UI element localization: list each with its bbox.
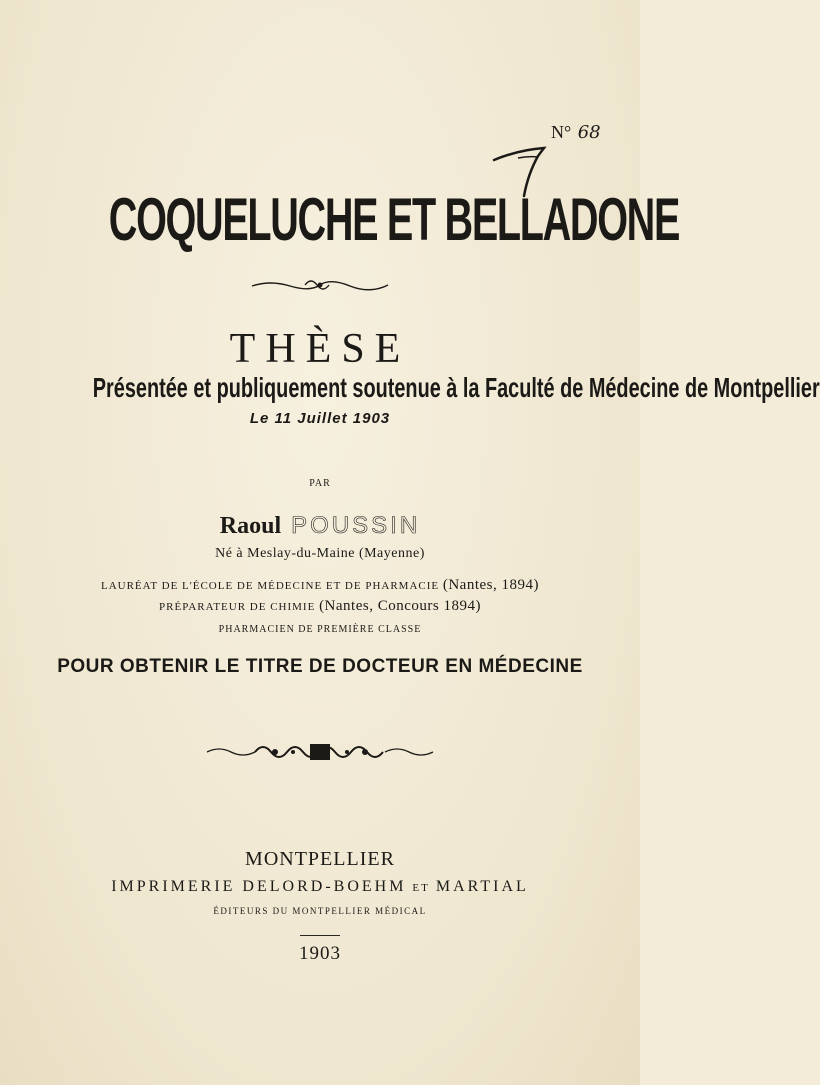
printer-ornament [205,740,435,764]
short-rule [300,935,340,936]
credential-laureat [0,577,640,594]
thesis-number [551,122,601,143]
printer-name [0,878,640,896]
credential-laureat-text: LAURÉAT DE L'ÉCOLE DE MÉDECINE ET DE PHARMACIE [100,580,440,592]
degree-goal: POUR OBTENIR LE TITRE DE DOCTEUR EN MÉDECINE [57,656,583,677]
these-heading: THÈSE [229,326,411,372]
imprint-city: MONTPELLIER [245,848,395,870]
printer-et: ET [412,882,430,894]
author-name [0,512,640,540]
defense-date: Le 11 Juillet 1903 [249,410,391,427]
ornament-divider [250,276,390,294]
author-first-name: Raoul [219,513,282,539]
number-value: 68 [577,122,601,143]
number-prefix: N° [551,122,572,142]
author-last-name: POUSSIN [291,512,421,539]
credential-laureat-detail: (Nantes, 1894) [442,577,540,593]
thesis-subtitle: Présentée et publiquement soutenue à la Faculté de Médecine de Montpellier [92,372,820,403]
printer-name-a: IMPRIMERIE DELORD-BOEHM [111,878,407,895]
publisher-line: ÉDITEURS DU MONTPELLIER MÉDICAL [213,906,427,916]
thesis-title: COQUELUCHE ET BELLADONE [108,186,680,253]
par-label: PAR [309,478,331,489]
handwritten-mark-text: 7 [532,180,533,181]
credential-preparateur-detail: (Nantes, Concours 1894) [319,598,481,614]
publication-year: 1903 [299,943,341,964]
credential-pharmacien: PHARMACIEN DE PREMIÈRE CLASSE [218,624,422,635]
credential-preparateur [0,598,640,615]
printer-name-b: MARTIAL [435,878,529,895]
credential-preparateur-text: PRÉPARATEUR DE CHIMIE [159,601,316,613]
birthplace: Né à Meslay-du-Maine (Mayenne) [215,546,425,561]
